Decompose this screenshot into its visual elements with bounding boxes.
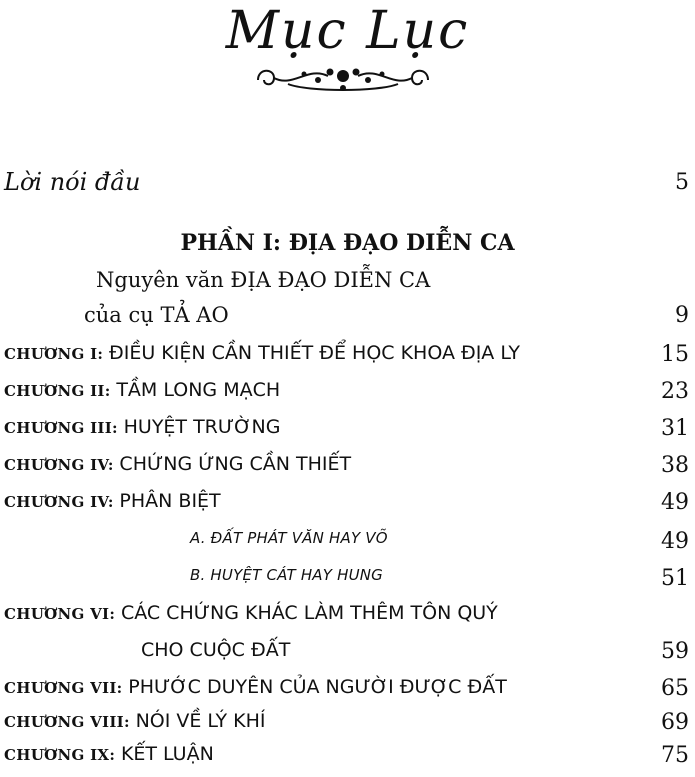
toc-entry-label: CHO CUỘC ĐẤT: [141, 639, 291, 661]
toc-page-number: 49: [661, 490, 689, 515]
toc-page-number: 49: [661, 529, 689, 554]
chapter-number: CHƯƠNG II:: [4, 382, 111, 400]
part-subtitle-text: Nguyên văn ĐỊA ĐẠO DIỄN CA: [96, 268, 431, 292]
chapter-number: CHƯƠNG VIII:: [4, 713, 130, 731]
toc-page-number: 23: [661, 379, 689, 404]
chapter-title: NÓI VỀ LÝ KHÍ: [135, 710, 266, 732]
toc-page-number: 75: [661, 743, 689, 768]
toc-entry-chapter[interactable]: [0, 710, 695, 744]
toc-entry-label: A. ĐẤT PHÁT VĂN HAY VÕ: [190, 529, 388, 547]
chapter-number: CHƯƠNG VII:: [4, 679, 123, 697]
chapter-title: HUYỆT TRƯỜNG: [123, 416, 281, 438]
toc-entry-chapter[interactable]: [0, 416, 695, 450]
toc-entry-part-text[interactable]: [0, 303, 695, 337]
chapter-title: PHÂN BIỆT: [119, 490, 221, 512]
toc-entry-chapter[interactable]: [0, 676, 695, 710]
toc-page-number: 9: [675, 303, 689, 328]
page-title: Mục Lục: [225, 1, 470, 61]
toc-page-number: 59: [661, 639, 689, 664]
toc-page-number: 31: [661, 416, 689, 441]
chapter-number: CHƯƠNG IV:: [4, 493, 114, 511]
part-subtitle-line: [0, 268, 695, 302]
toc-entry-label: B. HUYỆT CÁT HAY HUNG: [190, 566, 384, 584]
toc-page-number: 5: [675, 170, 689, 195]
toc-entry-chapter[interactable]: [0, 743, 695, 777]
chapter-number: CHƯƠNG IV:: [4, 456, 114, 474]
toc-entry-subsection[interactable]: [0, 529, 695, 563]
chapter-title: PHƯỚC DUYÊN CỦA NGƯỜI ĐƯỢC ĐẤT: [128, 676, 507, 698]
toc-entry-intro[interactable]: [0, 168, 695, 202]
toc-entry-label: Lời nói đầu: [4, 168, 141, 196]
chapter-title: KẾT LUẬN: [120, 743, 214, 765]
part-heading: PHẦN I: ĐỊA ĐẠO DIỄN CA: [180, 230, 515, 256]
toc-page-number: 69: [661, 710, 689, 735]
toc-entry-chapter[interactable]: [0, 379, 695, 413]
toc-entry-label: của cụ TẢ AO: [84, 303, 229, 327]
chapter-number: CHƯƠNG IX:: [4, 746, 116, 764]
toc-page-number: 15: [661, 342, 689, 367]
floral-ornament-icon: [248, 58, 438, 98]
chapter-title: ĐIỀU KIỆN CẦN THIẾT ĐỂ HỌC KHOA ĐỊA LY: [109, 342, 521, 364]
chapter-number: CHƯƠNG I:: [4, 345, 104, 363]
chapter-number: CHƯƠNG VI:: [4, 605, 116, 623]
toc-entry-chapter[interactable]: [0, 602, 695, 636]
chapter-title: CÁC CHỨNG KHÁC LÀM THÊM TÔN QUÝ: [120, 602, 498, 624]
toc-page-number: 65: [661, 676, 689, 701]
toc-entry-subsection[interactable]: [0, 566, 695, 600]
toc-entry-chapter[interactable]: [0, 453, 695, 487]
toc-entry-chapter-continuation[interactable]: [0, 639, 695, 673]
chapter-title: TẦM LONG MẠCH: [116, 379, 281, 401]
chapter-title: CHỨNG ỨNG CẦN THIẾT: [119, 453, 352, 475]
chapter-number: CHƯƠNG III:: [4, 419, 118, 437]
toc-entry-chapter[interactable]: [0, 490, 695, 524]
toc-entry-chapter[interactable]: [0, 342, 695, 376]
toc-page-number: 51: [661, 566, 689, 591]
toc-page-number: 38: [661, 453, 689, 478]
